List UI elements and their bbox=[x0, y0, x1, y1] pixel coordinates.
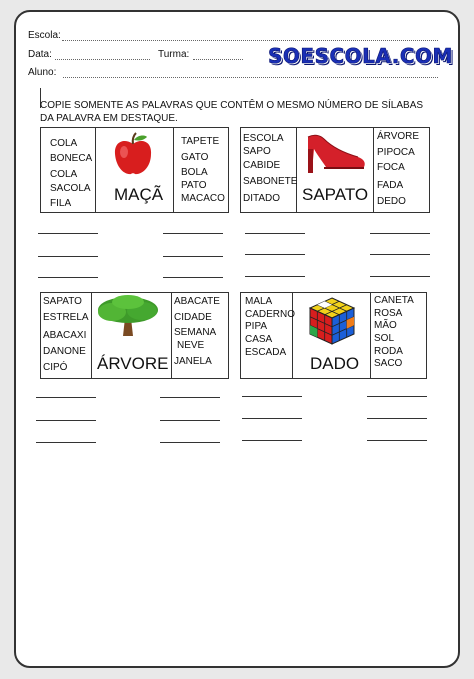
instruction-text: COPIE SOMENTE AS PALAVRAS QUE CONTÊM O MESMO NÚMERO DE SÍLABAS DA PALAVRA EM DESTAQUE. bbox=[40, 100, 424, 124]
word: CASA bbox=[245, 334, 273, 345]
answer-line[interactable] bbox=[36, 420, 96, 421]
word: SOL bbox=[374, 333, 395, 344]
word: RODA bbox=[374, 346, 403, 357]
answer-line[interactable] bbox=[370, 233, 430, 234]
word: SAPATO bbox=[43, 296, 82, 307]
answer-line[interactable] bbox=[370, 254, 430, 255]
word: CIPÓ bbox=[43, 362, 68, 373]
answer-line[interactable] bbox=[163, 277, 223, 278]
answer-line[interactable] bbox=[160, 420, 220, 421]
answer-line[interactable] bbox=[242, 418, 302, 419]
answer-line[interactable] bbox=[163, 233, 223, 234]
word: ÁRVORE bbox=[377, 131, 420, 142]
answer-line[interactable] bbox=[242, 396, 302, 397]
word: DEDO bbox=[377, 196, 406, 207]
word: SEMANA bbox=[174, 327, 217, 338]
keyword-sapato: SAPATO bbox=[302, 185, 369, 204]
answer-line[interactable] bbox=[38, 233, 98, 234]
word: JANELA bbox=[174, 356, 212, 367]
answer-line[interactable] bbox=[160, 442, 220, 443]
word: COLA bbox=[50, 169, 78, 180]
answer-line[interactable] bbox=[242, 440, 302, 441]
word: SACO bbox=[374, 358, 403, 369]
answer-line[interactable] bbox=[367, 418, 427, 419]
word: ABACAXI bbox=[43, 330, 87, 341]
word: COLA bbox=[50, 138, 78, 149]
tree-icon bbox=[92, 294, 164, 338]
word: DITADO bbox=[243, 193, 281, 204]
red-shoe-icon bbox=[304, 131, 368, 175]
word: TAPETE bbox=[181, 136, 220, 147]
student-label: Aluno: bbox=[28, 67, 57, 78]
answer-line[interactable] bbox=[245, 254, 305, 255]
answer-line[interactable] bbox=[38, 256, 98, 257]
word: SABONETE bbox=[243, 176, 298, 187]
word: CABIDE bbox=[243, 160, 281, 171]
apple-icon bbox=[110, 132, 156, 178]
word: PATO bbox=[181, 180, 207, 191]
class-label: Turma: bbox=[158, 49, 190, 60]
word: FILA bbox=[50, 198, 72, 209]
word: ROSA bbox=[374, 308, 403, 319]
answer-line[interactable] bbox=[163, 256, 223, 257]
answer-line[interactable] bbox=[36, 442, 96, 443]
word: ESTRELA bbox=[43, 312, 89, 323]
answer-line[interactable] bbox=[245, 276, 305, 277]
word: MÃO bbox=[374, 320, 397, 331]
keyword-dado: DADO bbox=[310, 354, 360, 373]
answer-line[interactable] bbox=[38, 277, 98, 278]
word: SACOLA bbox=[50, 183, 91, 194]
word: GATO bbox=[181, 152, 209, 163]
date-label: Data: bbox=[28, 49, 52, 60]
class-field[interactable] bbox=[193, 59, 243, 60]
answer-line[interactable] bbox=[370, 276, 430, 277]
word: FADA bbox=[377, 180, 404, 191]
word: ESCOLA bbox=[243, 133, 284, 144]
answer-line[interactable] bbox=[367, 440, 427, 441]
answer-line[interactable] bbox=[160, 397, 220, 398]
word: MACACO bbox=[181, 193, 225, 204]
word: CADERNO bbox=[245, 309, 296, 320]
date-field[interactable] bbox=[55, 59, 150, 60]
site-logo: SOESCOLA.COM bbox=[268, 44, 453, 68]
word: ESCADA bbox=[245, 347, 287, 358]
word: PIPA bbox=[245, 321, 268, 332]
word: BOLA bbox=[181, 167, 208, 178]
school-label: Escola: bbox=[28, 30, 61, 41]
rubiks-cube-icon bbox=[307, 296, 357, 346]
school-field[interactable] bbox=[62, 40, 438, 41]
word: FOCA bbox=[377, 162, 405, 173]
keyword-arvore: ÁRVORE bbox=[97, 354, 169, 373]
answer-line[interactable] bbox=[245, 233, 305, 234]
answer-line[interactable] bbox=[36, 397, 96, 398]
word: BONECA bbox=[50, 153, 93, 164]
word: ABACATE bbox=[174, 296, 220, 307]
word: MALA bbox=[245, 296, 273, 307]
answer-line[interactable] bbox=[367, 396, 427, 397]
word: CIDADE bbox=[174, 312, 212, 323]
word: PIPOCA bbox=[377, 147, 415, 158]
keyword-maca: MAÇÃ bbox=[114, 185, 164, 204]
word: SAPO bbox=[243, 146, 271, 157]
word: NEVE bbox=[177, 340, 205, 351]
student-field[interactable] bbox=[63, 77, 438, 78]
word: CANETA bbox=[374, 295, 414, 306]
word: DANONE bbox=[43, 346, 86, 357]
